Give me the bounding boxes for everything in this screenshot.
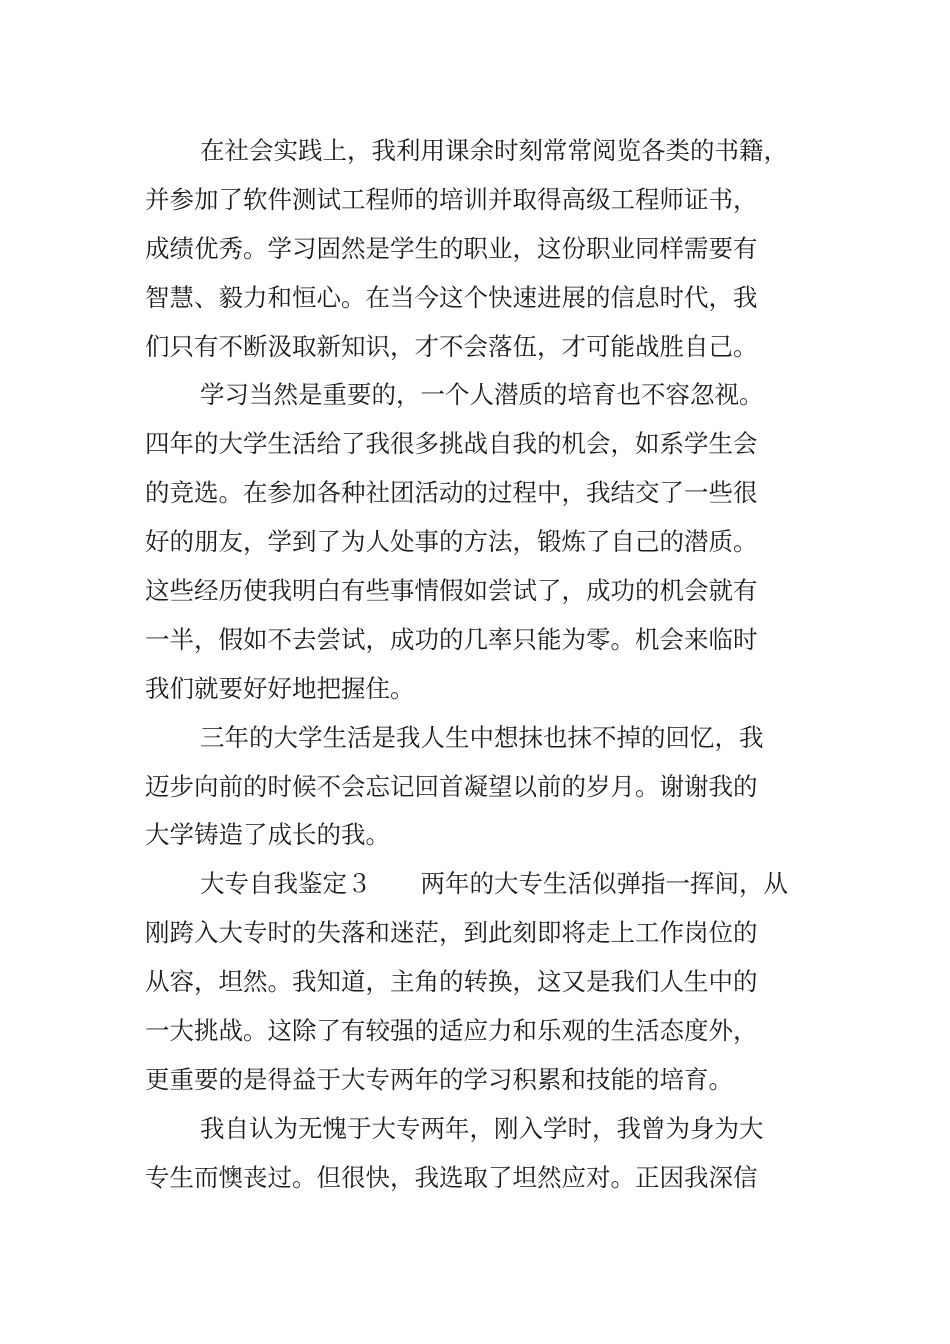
- text-line: 三年的大学生活是我人生中想抹也抹不掉的回忆，我: [200, 722, 764, 752]
- text-line: 我们就要好好地把握住。: [145, 673, 415, 703]
- text-line: 在社会实践上，我利用课余时刻常常阅览各类的书籍，: [200, 136, 788, 165]
- text-line: 四年的大学生活给了我很多挑战自我的机会，如系学生会: [145, 429, 758, 459]
- text-line: 专生而懊丧过。但很快，我选取了坦然应对。正因我深信: [145, 1162, 758, 1192]
- text-line: 这些经历使我明白有些事情假如尝试了，成功的机会就有: [145, 576, 758, 606]
- text-line: 并参加了软件测试工程师的培训并取得高级工程师证书，: [145, 184, 758, 214]
- text-line: 一大挑战。这除了有较强的适应力和乐观的生活态度外，: [145, 1016, 758, 1046]
- text-line: 的竞选。在参加各种社团活动的过程中，我结交了一些很: [145, 478, 758, 508]
- text-line: 我自认为无愧于大专两年，刚入学时，我曾为身为大: [200, 1113, 764, 1143]
- text-line: 刚跨入大专时的失落和迷茫，到此刻即将走上工作岗位的: [145, 918, 758, 948]
- text-line: 成绩优秀。学习固然是学生的职业，这份职业同样需要有: [145, 233, 758, 263]
- text-line: 大学铸造了成长的我。: [145, 820, 390, 850]
- text-line: 更重要的是得益于大专两年的学习积累和技能的培育。: [145, 1064, 733, 1094]
- text-line: 学习当然是重要的，一个人潜质的培育也不容忽视。: [200, 380, 764, 410]
- text-line: 们只有不断汲取新知识，才不会落伍，才可能战胜自己。: [145, 331, 758, 361]
- text-line: 从容，坦然。我知道，主角的转换，这又是我们人生中的: [145, 967, 758, 997]
- text-line: 迈步向前的时候不会忘记回首凝望以前的岁月。谢谢我的: [145, 771, 758, 801]
- text-line: 智慧、毅力和恒心。在当今这个快速进展的信息时代，我: [145, 282, 758, 312]
- document-body: [145, 127, 813, 1203]
- text-line: 好的朋友，学到了为人处事的方法，锻炼了自己的潜质。: [145, 527, 758, 557]
- section-heading-line: 大专自我鉴定３ 两年的大专生活似弹指一挥间，从: [200, 869, 788, 899]
- text-line: 一半，假如不去尝试，成功的几率只能为零。机会来临时: [145, 624, 758, 654]
